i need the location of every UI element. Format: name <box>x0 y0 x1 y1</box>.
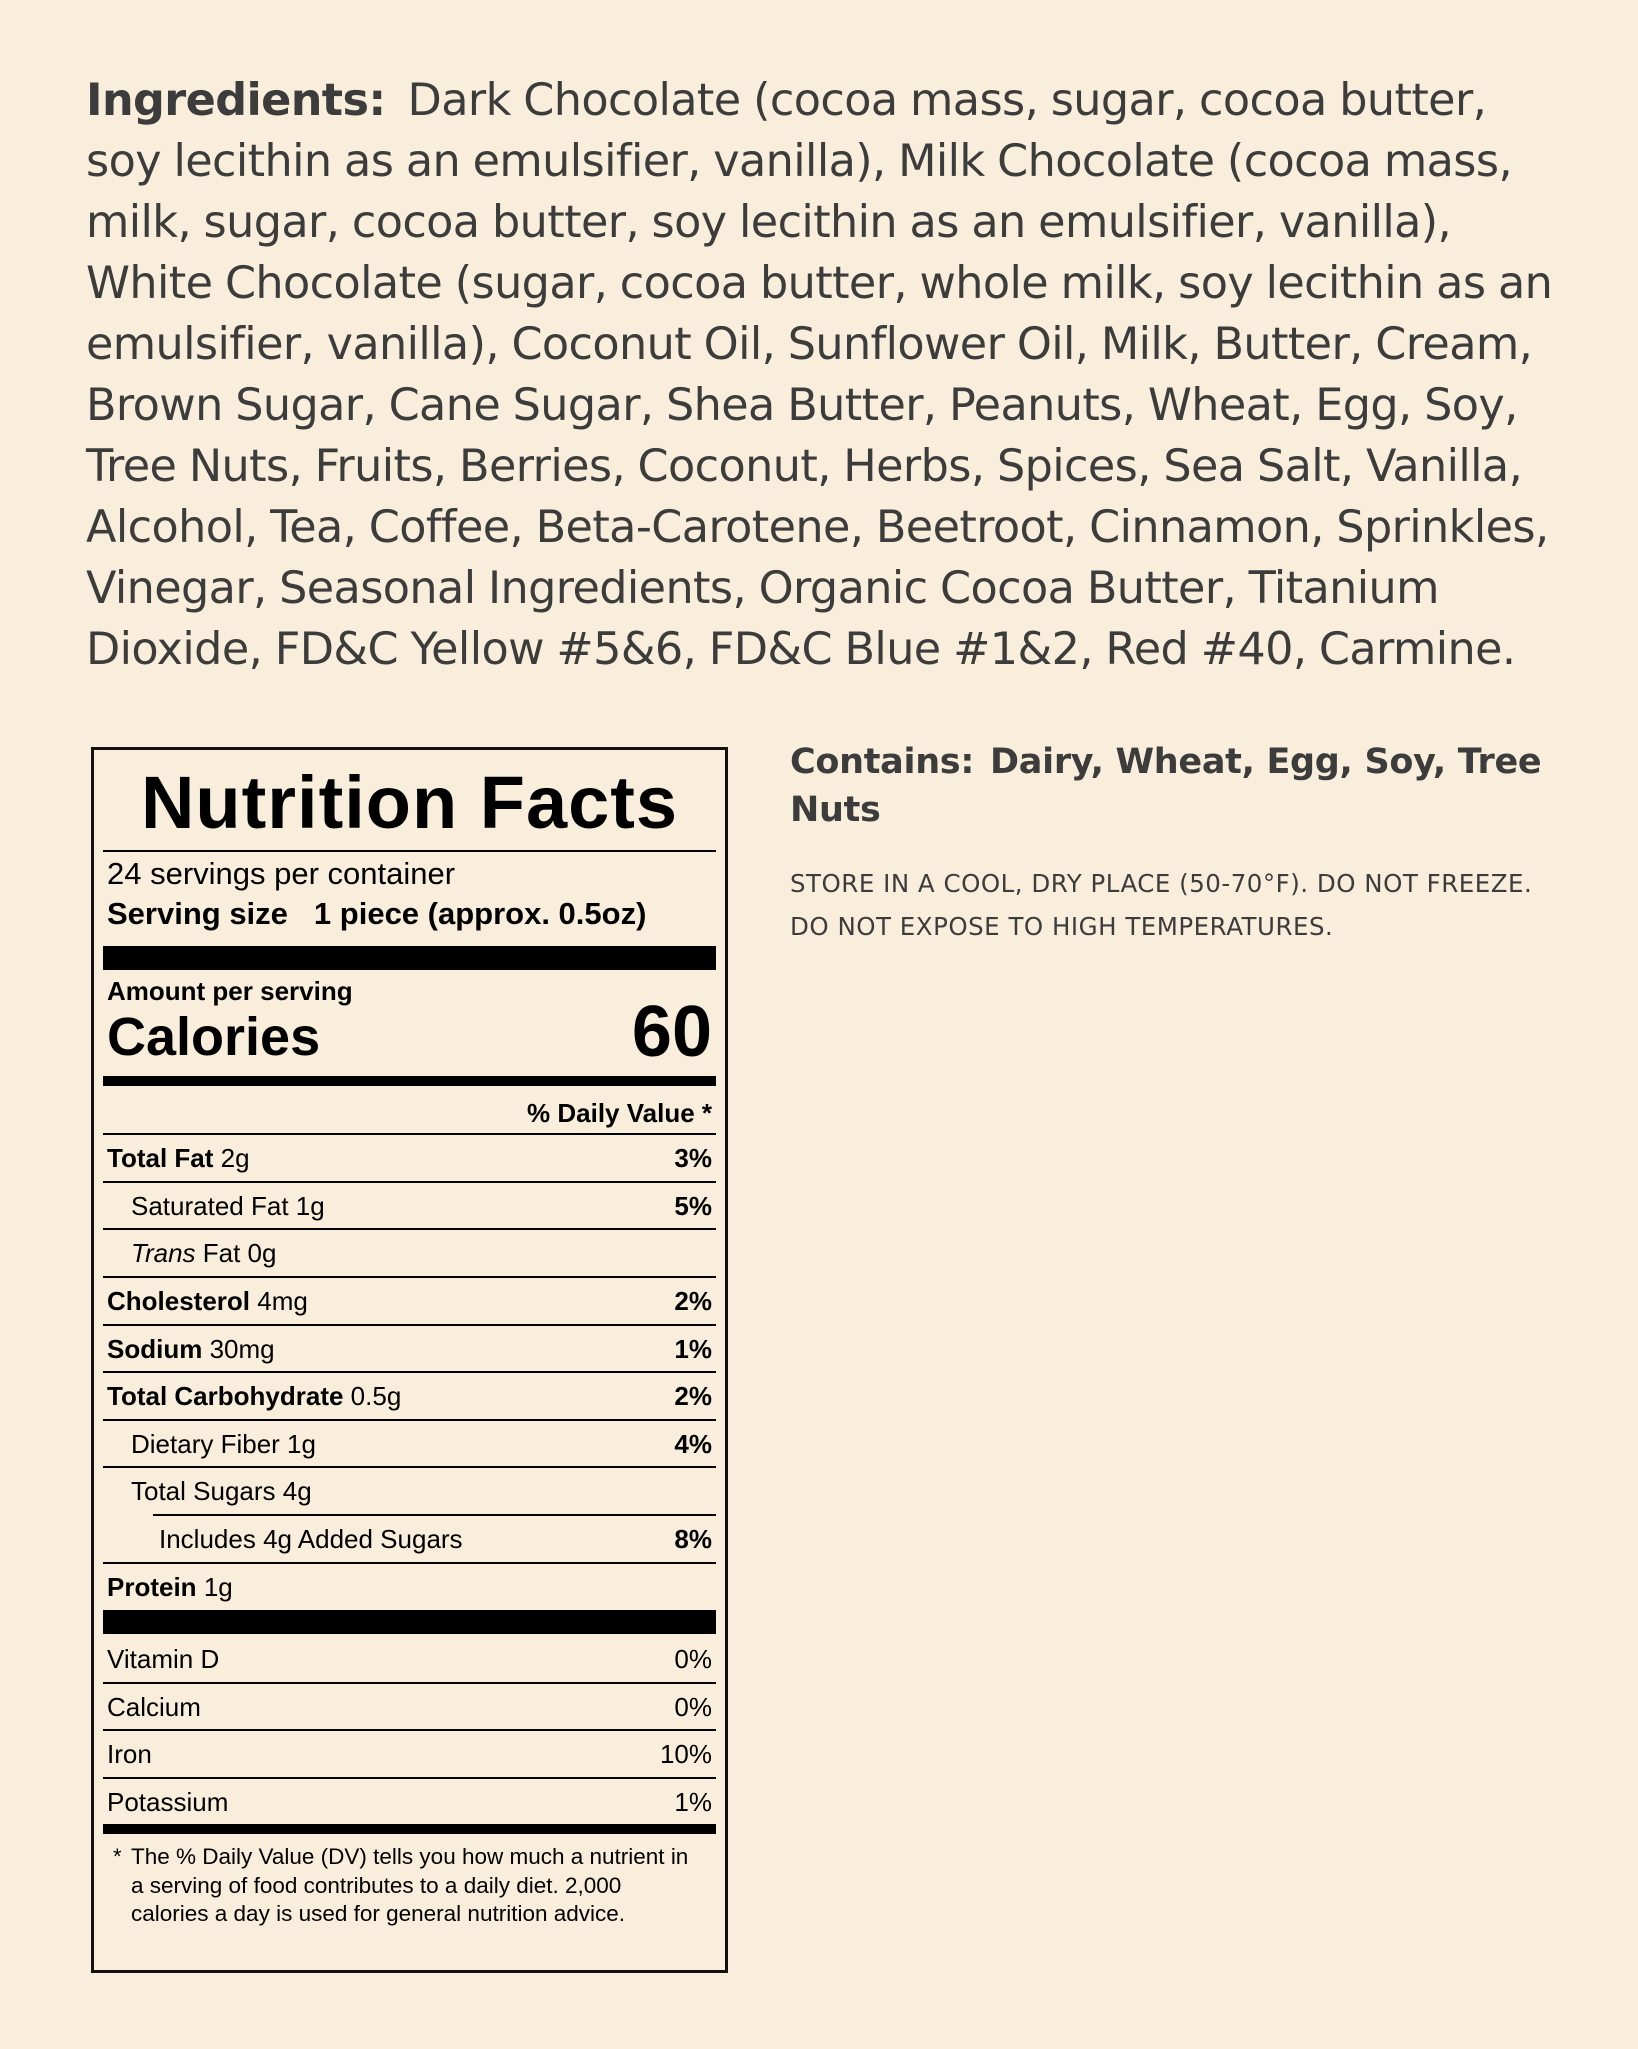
contains-text: Dairy, Wheat, Egg, Soy, Tree Nuts <box>790 742 1542 830</box>
footnote-mark: * <box>113 1844 122 1869</box>
thick-divider <box>103 1610 716 1634</box>
nutrient-dv: 1% <box>674 1334 712 1364</box>
nutrient-dv: 4% <box>674 1429 712 1459</box>
footnote-text: The % Daily Value (DV) tells you how much a nutrient in a serving of food contributes to a daily diet. 2,000 calories a day is used for general nutrition advice. <box>131 1844 689 1926</box>
nutrient-name: Fat 0g <box>202 1238 277 1268</box>
nutrition-facts-title: Nutrition Facts <box>140 761 679 844</box>
nutrient-row-cholesterol <box>103 1278 716 1324</box>
nutrient-row-total-sugars <box>103 1468 716 1514</box>
ingredients-label: Ingredients: <box>86 75 386 126</box>
nutrient-row-saturated-fat <box>103 1183 716 1229</box>
nutrient-name: Sodium <box>107 1334 203 1364</box>
serving-size <box>107 894 646 934</box>
nutrient-row-total-carbohydrate <box>103 1373 716 1419</box>
nutrient-name: Cholesterol <box>107 1286 251 1316</box>
amount-per-serving: Amount per serving <box>107 976 353 1006</box>
vitamin-dv: 0% <box>674 1644 712 1674</box>
vitamin-name: Potassium <box>107 1787 229 1817</box>
nutrient-dv: 3% <box>674 1143 712 1173</box>
nutrient-dv: 8% <box>674 1524 712 1554</box>
ingredients-text: Dark Chocolate (cocoa mass, sugar, cocoa butter, soy lecithin as an emulsifier, vanilla), Milk Chocolate (cocoa mass, milk, sugar, cocoa butter, soy lecithin as an emulsifier, vanilla), White Chocolate (sugar, cocoa butter, whole milk, soy lecithin as an emulsifier, vanilla), Coconut Oil, Sunflower Oil, Milk, Butter, Cream, Brown Sugar, Cane Sugar, Shea Butter, Peanuts, Wheat, Egg, Soy, Tree Nuts, Fruits, Berries, Coconut, Herbs, Spices, Sea Salt, Vanilla, Alcohol, Tea, Coffee, Beta-Carotene, Beetroot, Cinnamon, Sprinkles, Vinegar, Seasonal Ingredients, Organic Cocoa Butter, Titanium Dioxide, FD&C Yellow #5&6, FD&C Blue #1&2, Red #40, Carmine. <box>86 75 1553 675</box>
thick-divider <box>103 946 716 970</box>
contains-label: Contains: <box>790 742 975 782</box>
ingredients-paragraph <box>86 70 1566 680</box>
vitamin-name: Iron <box>107 1739 152 1769</box>
serving-size-value: 1 piece (approx. 0.5oz) <box>313 896 647 931</box>
nutrient-row-protein <box>103 1564 716 1610</box>
vitamin-name: Calcium <box>107 1692 201 1722</box>
nutrient-dv: 2% <box>674 1286 712 1316</box>
vitamin-dv: 10% <box>659 1739 712 1769</box>
nutrient-amount: 1g <box>203 1572 233 1602</box>
divider <box>103 850 716 852</box>
nutrient-name-italic: Trans <box>131 1238 196 1268</box>
nutrient-name: Dietary Fiber 1g <box>131 1429 316 1459</box>
nutrient-amount: 0.5g <box>350 1381 402 1411</box>
nutrient-name: Saturated Fat 1g <box>131 1191 325 1221</box>
vitamin-row-iron <box>103 1731 716 1777</box>
daily-value-header: % Daily Value * <box>527 1098 712 1128</box>
nutrient-row-added-sugars <box>103 1516 716 1562</box>
serving-size-label: Serving size <box>107 896 288 931</box>
nutrient-amount: 4mg <box>257 1286 308 1316</box>
nutrition-facts-panel <box>91 747 728 1973</box>
nutrient-dv: 2% <box>674 1381 712 1411</box>
medium-divider <box>103 1076 716 1086</box>
nutrient-row-total-fat <box>103 1135 716 1181</box>
vitamin-row-potassium <box>103 1779 716 1825</box>
nutrient-name: Total Carbohydrate <box>107 1381 344 1411</box>
daily-value-header-row <box>103 1090 716 1136</box>
nutrient-name: Total Sugars 4g <box>131 1476 312 1506</box>
vitamin-dv: 0% <box>674 1692 712 1722</box>
nutrient-amount: 2g <box>220 1143 250 1173</box>
storage-instructions: STORE IN A COOL, DRY PLACE (50-70°F). DO NOT FREEZE. DO NOT EXPOSE TO HIGH TEMPERATURES. <box>790 869 1533 941</box>
medium-divider <box>103 1824 716 1834</box>
vitamin-row-vitamin-d <box>103 1636 716 1682</box>
allergen-statement <box>790 738 1550 834</box>
vitamin-dv: 1% <box>674 1787 712 1817</box>
vitamin-row-calcium <box>103 1684 716 1730</box>
vitamin-name: Vitamin D <box>107 1644 220 1674</box>
nutrient-name: Total Fat <box>107 1143 214 1173</box>
nutrient-row-dietary-fiber <box>103 1421 716 1467</box>
nutrient-name: Includes 4g Added Sugars <box>159 1524 463 1554</box>
nutrient-row-trans-fat <box>103 1230 716 1276</box>
nutrient-amount: 30mg <box>209 1334 275 1364</box>
servings-per-container: 24 servings per container <box>107 856 456 891</box>
nutrient-name: Protein <box>107 1572 197 1602</box>
calories-value: 60 <box>631 992 712 1072</box>
calories-label: Calories <box>107 1007 321 1067</box>
nutrient-row-sodium <box>103 1326 716 1372</box>
nutrient-dv: 5% <box>674 1191 712 1221</box>
